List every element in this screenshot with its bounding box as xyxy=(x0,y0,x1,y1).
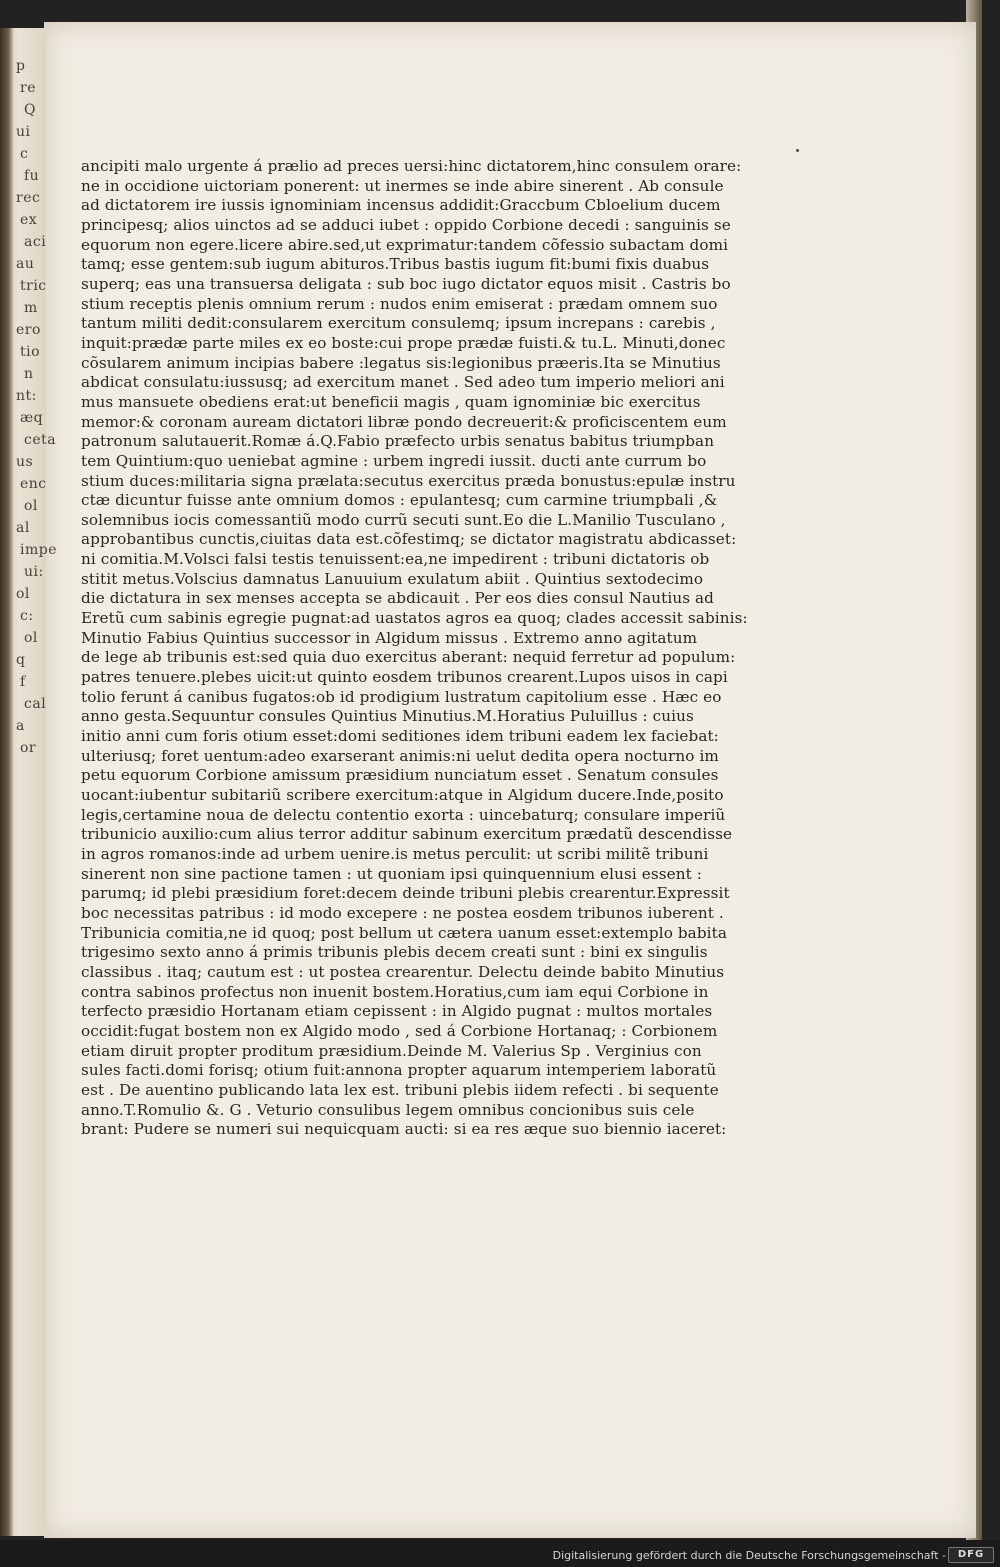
margin-fragment: c: xyxy=(20,608,34,624)
text-line: occidit:fugat bostem non ex Algido modo , sed á Corbione Hortanaq; : Corbionem xyxy=(81,1021,718,1040)
text-line: ctæ dicuntur fuisse ante omnium domos : epulantesq; cum carmine triumpbali ,& xyxy=(81,491,718,510)
margin-fragment: fu xyxy=(24,168,40,184)
margin-fragment: impe xyxy=(20,542,57,558)
text-line: tolio ferunt á canibus fugatos:ob id prodigium lustratum capitolium esse . Hæc eo xyxy=(81,687,722,706)
margin-fragment: rec xyxy=(16,190,41,206)
text-line: tribunicio auxilio:cum alius terror additur sabinum exercitum prædatũ descendisse xyxy=(81,825,733,844)
text-line: est . De auentino publicando lata lex est. tribuni plebis iidem refecti . bi sequente xyxy=(81,1080,719,1099)
text-line: patronum salutauerit.Romæ á.Q.Fabio præfecto urbis senatus babitus triumpban xyxy=(81,432,715,451)
margin-fragment: a xyxy=(16,718,25,734)
text-line: patres tenuere.plebes uicit:ut quinto eosdem tribunos crearent.Lupos uisos in capi xyxy=(81,668,728,687)
margin-fragment: ol xyxy=(16,586,30,602)
text-line: ancipiti malo urgente á prælio ad preces uersi:hinc dictatorem,hinc consulem orare: xyxy=(81,157,742,175)
margin-fragment: ui: xyxy=(24,564,44,580)
dfg-logo: DFG xyxy=(948,1547,994,1563)
margin-fragment: re xyxy=(20,80,36,96)
margin-fragment: nt: xyxy=(16,388,37,404)
text-line: anno.T.Romulio &. G . Veturio consulibus legem omnibus concionibus suis cele xyxy=(81,1100,695,1119)
margin-fragment: al xyxy=(16,520,30,536)
text-line: tantum militi dedit:consularem exercitum consulemq; ipsum increpans : carebis , xyxy=(81,314,716,333)
margin-fragment: ol xyxy=(24,498,38,514)
footer-bar xyxy=(0,1540,1000,1567)
text-line: Tribunicia comitia,ne id quoq; post bellum ut cætera uanum esset:extemplo babita xyxy=(81,923,727,942)
margin-fragment: ceta xyxy=(24,432,57,448)
margin-fragment: c xyxy=(20,146,29,162)
text-line: stitit metus.Volscius damnatus Lanuuium exulatum abiit . Quintius sextodecimo xyxy=(81,569,704,588)
text-line: ad dictatorem ire iussis ignominiam incensus addidit:Graccbum Cbloelium ducem xyxy=(81,196,721,215)
margin-fragment: cal xyxy=(24,696,47,712)
margin-fragment: ol xyxy=(24,630,38,646)
margin-fragment: enc xyxy=(20,476,47,492)
text-line: uocant:iubentur subitariũ scribere exercitum:atque in Algidum ducere.Inde,posito xyxy=(81,786,724,804)
text-line: anno gesta.Sequuntur consules Quintius Minutius.M.Horatius Puluillus : cuius xyxy=(81,707,694,726)
text-line: trigesimo sexto anno á primis tribunis plebis decem creati sunt : bini ex singulis xyxy=(81,943,708,962)
text-line: inquit:prædæ parte miles ex eo boste:cui prope prædæ fuisti.& tu.L. Minuti,donec xyxy=(81,333,726,352)
margin-fragment: aci xyxy=(24,234,47,250)
text-line: etiam diruit propter proditum præsidium.Deinde M. Valerius Sp . Verginius con xyxy=(81,1041,702,1060)
text-line: Eretũ cum sabinis egregie pugnat:ad uastatos agros ea quoq; clades accessit sabinis: xyxy=(81,609,748,628)
margin-fragment: us xyxy=(16,454,34,470)
text-line: ne in occidione uictoriam ponerent: ut inermes se inde abire sinerent . Ab consule xyxy=(81,176,724,195)
text-line: die dictatura in sex menses accepta se abdicauit . Per eos dies consul Nautius ad xyxy=(81,589,715,608)
text-line: de lege ab tribunis est:sed quia duo exercitus aberant: nequid ferretur ad populum: xyxy=(81,648,736,667)
margin-fragment: æq xyxy=(20,410,44,426)
margin-fragment: or xyxy=(20,740,37,756)
text-line: classibus . itaq; cautum est : ut postea crearentur. Delectu deinde babito Minutius xyxy=(81,962,725,981)
margin-fragment: n xyxy=(24,366,34,382)
text-line: initio anni cum foris otium esset:domi seditiones idem tribuni eadem lex faciebat: xyxy=(81,727,719,746)
page-text xyxy=(81,157,748,1140)
digitization-credit: Digitalisierung gefördert durch die Deutsche Forschungsgemeinschaft - xyxy=(552,1549,946,1562)
margin-fragment: ero xyxy=(16,322,41,338)
margin-fragment: Q xyxy=(24,102,36,118)
margin-fragment: ex xyxy=(20,212,38,228)
text-line: sules facti.domi forisq; otium fuit:annona propter aquarum intemperiem laboratũ xyxy=(81,1061,717,1080)
text-line: stium duces:militaria signa prælata:secutus exercitus præda bonustus:epulæ instru xyxy=(81,471,736,490)
text-line: superq; eas una transuersa deligata : sub boc iugo dictator equos misit . Castris bo xyxy=(81,274,731,293)
margin-fragment: q xyxy=(16,652,26,668)
margin-fragment: au xyxy=(16,256,35,272)
margin-fragment: p xyxy=(16,58,26,74)
text-line: ni comitia.M.Volsci falsi testis tenuissent:ea,ne impedirent : tribuni dictatoris ob xyxy=(81,550,710,569)
text-line: abdicat consulatu:iussusq; ad exercitum manet . Sed adeo tum imperio meliori ani xyxy=(81,373,725,392)
margin-fragment: f xyxy=(20,674,26,690)
text-line: in agros romanos:inde ad urbem uenire.is metus perculit: ut scribi militẽ tribuni xyxy=(81,844,709,863)
margin-fragment: ui xyxy=(16,124,31,140)
text-line: tamq; esse gentem:sub iugum abituros.Tribus bastis iugum fit:bumi fixis duabus xyxy=(81,255,710,274)
text-line: equorum non egere.licere abire.sed,ut exprimatur:tandem cõfessio subactam domi xyxy=(81,235,729,254)
text-line: Minutio Fabius Quintius successor in Algidum missus . Extremo anno agitatum xyxy=(81,628,698,647)
text-line: legis,certamine noua de delectu contentio exorta : uincebaturq; consulare imperiũ xyxy=(81,805,726,824)
book-binding xyxy=(0,28,14,1536)
text-line: boc necessitas patribus : id modo excepere : ne postea eosdem tribunos iuberent . xyxy=(81,903,724,922)
text-line: memor:& coronam auream dictatori libræ pondo decreuerit:& proficiscentem eum xyxy=(81,412,727,431)
text-line: mus mansuete obediens erat:ut beneficii magis , quam ignominiæ bic exercitus xyxy=(81,392,701,411)
text-line: tem Quintium:quo ueniebat agmine : urbem ingredi iussit. ducti ante currum bo xyxy=(81,451,707,470)
text-line: brant: Pudere se numeri sui nequicquam aucti: si ea res æque suo biennio iaceret: xyxy=(81,1120,727,1139)
text-line: approbantibus cunctis,ciuitas data est.cõfestimq; se dictator magistratu abdicasset: xyxy=(81,530,737,549)
margin-fragment: tio xyxy=(20,344,41,360)
ink-speck xyxy=(796,149,799,152)
text-line: petu equorum Corbione amissum præsidium nunciatum esset . Senatum consules xyxy=(81,766,719,785)
text-line: cõsularem animum incipias babere :legatus sis:legionibus præeris.Ita se Minutius xyxy=(81,353,721,372)
text-line: contra sabinos profectus non inuenit bostem.Horatius,cum iam equi Corbione in xyxy=(81,982,709,1001)
text-line: stium receptis plenis omnium rerum : nudos enim emiserat : prædam omnem suo xyxy=(81,294,718,313)
margin-fragment: m xyxy=(24,300,38,316)
text-line: solemnibus iocis comessantiũ modo currũ secuti sunt.Eo die L.Manilio Tusculano , xyxy=(81,510,726,529)
text-line: sinerent non sine pactione tamen : ut quoniam ipsi quinquennium elusi essent : xyxy=(81,864,702,883)
margin-fragment: tric xyxy=(20,278,47,294)
text-line: terfecto præsidio Hortanam etiam cepissent : in Algido pugnat : multos mortales xyxy=(81,1002,713,1021)
text-line: principesq; alios uinctos ad se adduci iubet : oppido Corbione decedi : sanguinis se xyxy=(81,215,731,234)
text-line: ulteriusq; foret uentum:adeo exarserant animis:ni uelut dedita opera nocturno im xyxy=(81,746,719,765)
text-line: parumq; id plebi præsidium foret:decem deinde tribuni plebis crearentur.Expressit xyxy=(81,884,730,903)
